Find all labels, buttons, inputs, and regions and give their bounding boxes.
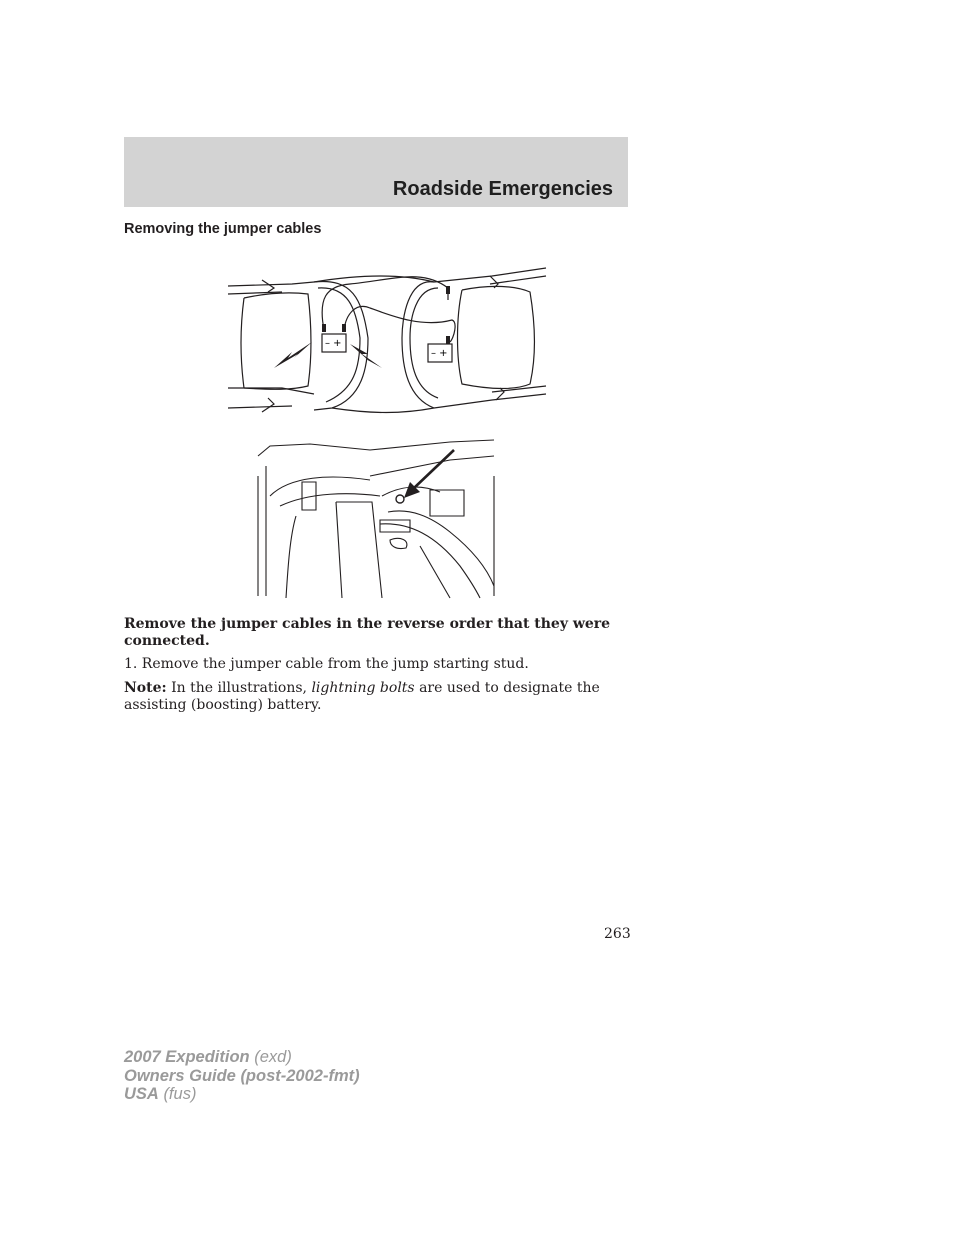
note-text-after: are used to designate the assisting (boosting) battery. xyxy=(124,680,600,713)
arrow-icon xyxy=(404,450,454,498)
battery-right-terminals: – + xyxy=(431,348,448,359)
jumper-cable-vehicles-figure xyxy=(222,258,552,420)
note-paragraph xyxy=(124,680,614,713)
header-band xyxy=(124,137,628,207)
jump-stud-icon xyxy=(396,495,404,503)
page-number: 263 xyxy=(604,926,631,942)
page-title: Roadside Emergencies xyxy=(392,178,613,200)
note-text-before: In the illustrations, xyxy=(171,680,307,696)
footer-guide: Owners Guide (post-2002-fmt) xyxy=(124,1066,360,1085)
footer-model: 2007 Expedition xyxy=(124,1048,250,1066)
battery-left-terminals: – + xyxy=(325,338,342,349)
lightning-bolt-left-icon xyxy=(274,342,312,368)
footer-market: USA xyxy=(124,1085,159,1103)
step-1: 1. Remove the jumper cable from the jump starting stud. xyxy=(124,656,529,672)
instruction-bold-paragraph: Remove the jumper cables in the reverse order that they were connected. xyxy=(124,616,611,649)
note-emphasis: lightning bolts xyxy=(311,680,415,696)
footer xyxy=(124,1048,360,1104)
footer-model-code: (exd) xyxy=(254,1048,292,1066)
footer-market-code: (fus) xyxy=(163,1085,197,1103)
note-label: Note: xyxy=(124,680,167,696)
section-heading: Removing the jumper cables xyxy=(124,221,322,237)
jump-starting-stud-figure xyxy=(250,436,498,600)
